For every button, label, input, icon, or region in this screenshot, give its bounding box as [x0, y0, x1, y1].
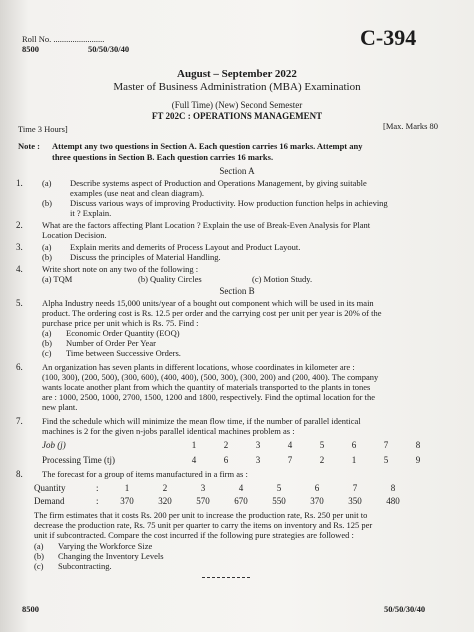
section-b-title: Section B [219, 286, 255, 296]
q6-line-3: wants locate another plant from which the quantity of materials transported to the plants in tones [42, 382, 371, 392]
q7-job-cell: 5 [319, 440, 325, 450]
q8-demand-cell: 320 [158, 496, 172, 506]
roll-number-label: Roll No. ........................ [22, 34, 105, 44]
q1a-label: (a) [42, 178, 52, 188]
q8c-label: (c) [34, 561, 44, 571]
q1-number: 1. [16, 178, 23, 188]
q5-line-1: Alpha Industry needs 15,000 units/year of a bought out component which will be used in its main [42, 298, 374, 308]
q1a-line-1: Describe systems aspect of Production and Operations Management, by giving suitable [70, 178, 367, 188]
q8-number: 8. [16, 469, 23, 479]
q7-time-cell: 4 [191, 455, 197, 465]
q5c-label: (c) [42, 348, 52, 358]
q4-number: 4. [16, 264, 23, 274]
q5b-text: Number of Order Per Year [66, 338, 156, 348]
q1b-line-1: Discuss various ways of improving Productivity. How production function helps in achieving [70, 198, 388, 208]
q8-quantity-cell: 6 [314, 483, 320, 493]
q8-demand-label: Demand [34, 496, 65, 506]
q8a-label: (a) [34, 541, 44, 551]
q2-line-2: Location Decision. [42, 230, 107, 240]
note-line-1: Attempt any two questions in Section A. Each question carries 16 marks. Attempt any [52, 141, 363, 151]
footer-code: 8500 [22, 604, 39, 614]
q8-line-1: The forecast for a group of items manufactured in a firm as : [42, 469, 248, 479]
q8-demand-cell: 370 [120, 496, 134, 506]
q7-job-cell: 6 [351, 440, 357, 450]
exam-subject: FT 202C : OPERATIONS MANAGEMENT [151, 111, 323, 121]
q8-quantity-label: Quantity [34, 483, 66, 493]
end-divider [202, 577, 250, 578]
paper-code: C-394 [360, 25, 417, 50]
q3b-text: Discuss the principles of Material Handling. [70, 252, 221, 262]
q7-job-cell: 1 [191, 440, 197, 450]
q5a-text: Economic Order Quantity (EOQ) [66, 328, 180, 338]
q6-line-4: are : 1000, 2500, 1000, 2700, 1500, 1200 and 1800, respectively. Find the optimal location for the [42, 392, 376, 402]
q8-demand-cell: 350 [348, 496, 362, 506]
q5b-label: (b) [42, 338, 52, 348]
q3a-label: (a) [42, 242, 52, 252]
q5-line-3: purchase price per unit which is Rs. 75. Find : [42, 318, 199, 328]
exam-time: Time 3 Hours] [18, 124, 68, 134]
q7-job-row [178, 440, 434, 450]
q8-demand-cell: 370 [310, 496, 324, 506]
exam-degree: Master of Business Administration (MBA) Examination [113, 81, 361, 93]
q8c-text: Subcontracting. [58, 561, 112, 571]
q2-line-1: What are the factors affecting Plant Location ? Explain the use of Break-Even Analysis for Plant [42, 220, 371, 230]
q7-job-cell: 3 [255, 440, 261, 450]
q8-demand-cell: 670 [234, 496, 248, 506]
q4-option-a: (a) TQM [42, 274, 73, 284]
q8b-label: (b) [34, 551, 44, 561]
q8-quantity-cell: 3 [200, 483, 206, 493]
q4-option-c: (c) Motion Study. [252, 274, 313, 284]
q1a-line-2: examples (use neat and clean diagram). [70, 188, 205, 198]
note-label: Note : [18, 141, 40, 151]
q3-number: 3. [16, 242, 23, 252]
q8-para-3: unit if subcontracted. Compare the cost incurred if the following pure strategies are followed : [34, 530, 354, 540]
q8-demand-colon: : [96, 496, 99, 506]
q7-time-cell: 7 [287, 455, 293, 465]
q8-quantity-row [108, 483, 412, 493]
q7-time-row [178, 455, 434, 465]
q6-number: 6. [16, 362, 23, 372]
q3b-label: (b) [42, 252, 52, 262]
header-code: 8500 [22, 44, 39, 54]
q8b-text: Changing the Inventory Levels [58, 551, 164, 561]
q8-para-1: The firm estimates that it costs Rs. 200 per unit to increase the production rate, Rs. 250 per unit to [34, 510, 368, 520]
q7-job-cell: 8 [415, 440, 421, 450]
q8-quantity-colon: : [96, 483, 99, 493]
q4-option-b: (b) Quality Circles [138, 274, 202, 284]
q5-line-2: product. The ordering cost is Rs. 12.5 per order and the carrying cost per unit per year is 20% of the [42, 308, 382, 318]
q7-job-cell: 7 [383, 440, 389, 450]
q2-number: 2. [16, 220, 23, 230]
q1b-label: (b) [42, 198, 52, 208]
q8-demand-cell: 480 [386, 496, 400, 506]
q8-para-2: decrease the production rate, Rs. 75 unit per quarter to carry the items on inventory and Rs. 125 per [34, 520, 373, 530]
exam-mode: (Full Time) (New) Second Semester [171, 100, 303, 110]
q7-time-cell: 6 [223, 455, 229, 465]
q8-demand-cell: 550 [272, 496, 286, 506]
q7-time-cell: 3 [255, 455, 261, 465]
q7-job-cell: 4 [287, 440, 293, 450]
q8-quantity-cell: 1 [124, 483, 130, 493]
q6-line-5: new plant. [42, 402, 78, 412]
q7-line-2: machines is 2 for the given n-jobs parallel identical machines problem as : [42, 426, 295, 436]
q7-job-label: Job (j) [42, 440, 66, 450]
q3a-text: Explain merits and demerits of Process Layout and Product Layout. [70, 242, 301, 252]
q5c-text: Time between Successive Orders. [66, 348, 181, 358]
q4-text: Write short note on any two of the following : [42, 264, 199, 274]
note-line-2: three questions in Section B. Each question carries 16 marks. [52, 152, 274, 162]
q8-demand-row [108, 496, 412, 506]
footer-counts: 50/50/30/40 [384, 604, 426, 614]
q8-demand-cell: 570 [196, 496, 210, 506]
q7-line-1: Find the schedule which will minimize the mean flow time, if the number of parallel identical [42, 416, 361, 426]
q7-time-cell: 1 [351, 455, 357, 465]
section-a-title: Section A [219, 166, 255, 176]
exam-session: August – September 2022 [177, 68, 297, 80]
q7-time-cell: 2 [319, 455, 325, 465]
q8-quantity-cell: 5 [276, 483, 282, 493]
q6-line-1: An organization has seven plants in different locations, whose coordinates in kilometer are : [42, 362, 355, 372]
header-counts: 50/50/30/40 [88, 44, 130, 54]
q8-quantity-cell: 2 [162, 483, 168, 493]
q7-time-cell: 9 [415, 455, 421, 465]
q5-number: 5. [16, 298, 23, 308]
q7-time-label: Processing Time (tj) [42, 455, 116, 465]
q7-job-cell: 2 [223, 440, 229, 450]
q8-quantity-cell: 4 [238, 483, 244, 493]
q6-line-2: (100, 300), (200, 500), (300, 600), (400, 400), (500, 300), (300, 200) and (200, 400). The company [42, 372, 379, 382]
q8-quantity-cell: 8 [390, 483, 396, 493]
q8a-text: Varying the Workforce Size [58, 541, 153, 551]
q1b-line-2: it ? Explain. [70, 208, 112, 218]
exam-max-marks: [Max. Marks 80 [383, 121, 439, 131]
q5a-label: (a) [42, 328, 52, 338]
q7-number: 7. [16, 416, 23, 426]
q8-quantity-cell: 7 [352, 483, 358, 493]
q7-time-cell: 5 [383, 455, 389, 465]
